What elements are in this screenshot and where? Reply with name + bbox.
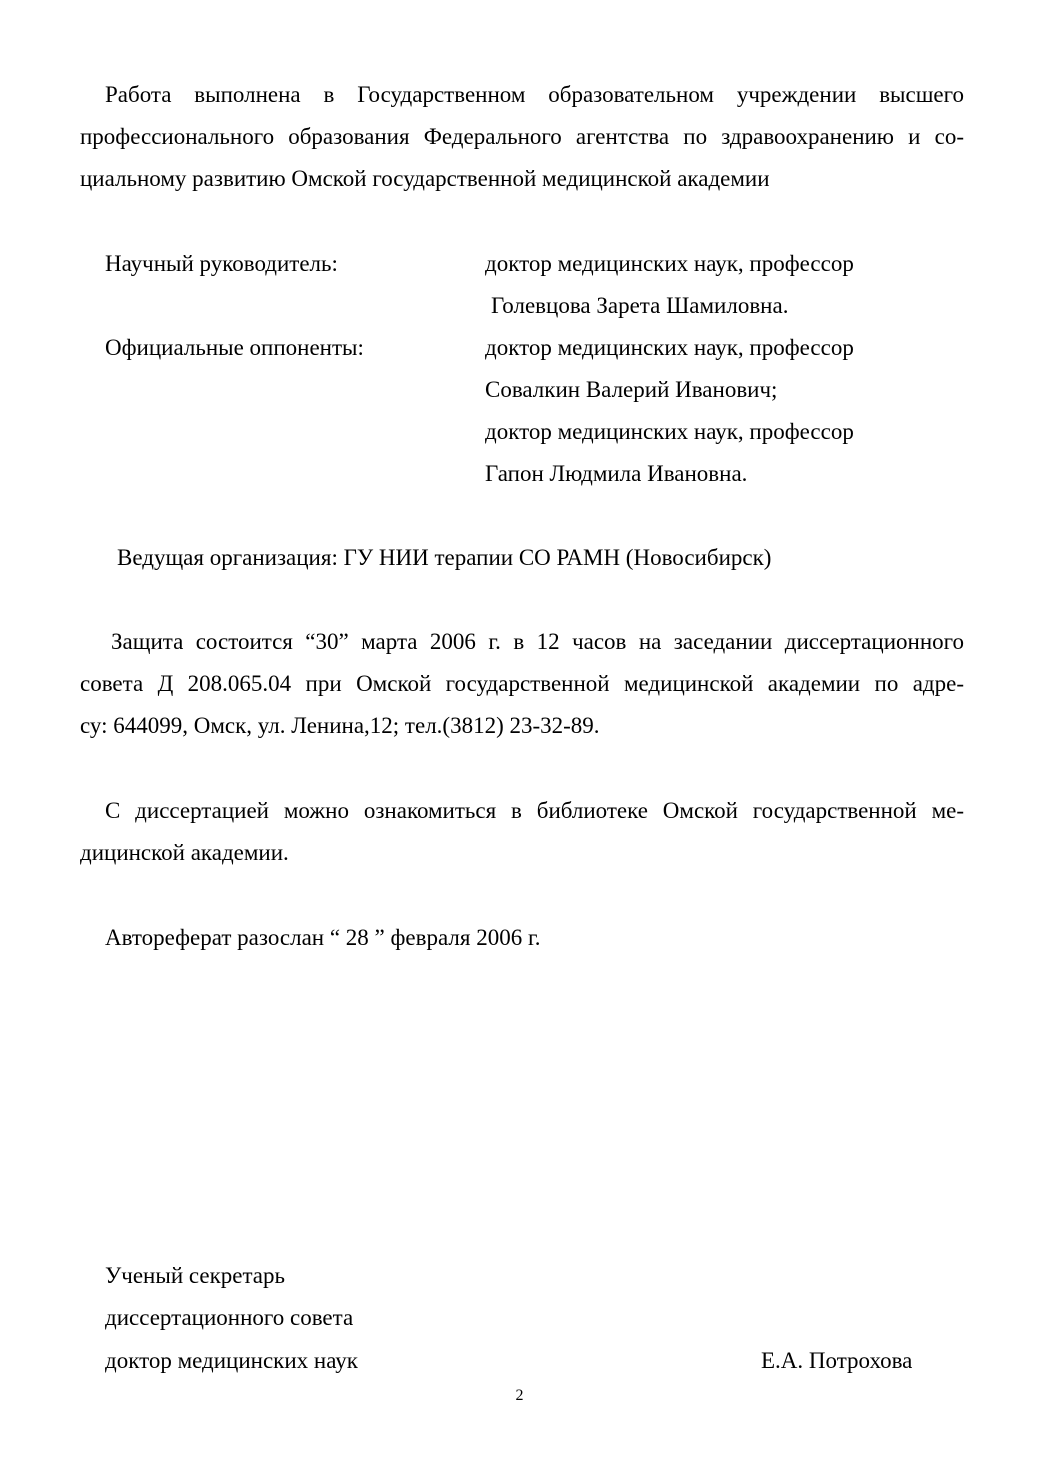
secretary-name: Е.А. Потрохова [761, 1348, 913, 1373]
leading-organization: Ведущая организация: ГУ НИИ терапии СО РАМН (Новосибирск) [117, 545, 772, 570]
supervisor-name: Голевцова Зарета Шамиловна. [491, 293, 789, 318]
opponent-1-degree: доктор медицинских наук, профессор [485, 335, 854, 360]
opponent-2-name: Гапон Людмила Ивановна. [485, 461, 748, 486]
library-line-2: дицинской академии. [80, 840, 289, 865]
intro-line-1: Работа выполнена в Государственном образовательном учреждении высшего [105, 82, 964, 107]
defense-line-1: Защита состоится “30” марта 2006 г. в 12 часов на заседании диссертационного [111, 629, 964, 654]
opponents-label: Официальные оппоненты: [105, 335, 364, 360]
abstract-sent-date: Автореферат разослан “ 28 ” февраля 2006 г. [105, 925, 541, 950]
opponent-1-name: Совалкин Валерий Иванович; [485, 377, 778, 402]
opponent-2-degree: доктор медицинских наук, профессор [485, 419, 854, 444]
supervisor-degree: доктор медицинских наук, профессор [485, 251, 854, 276]
page-number: 2 [515, 1387, 524, 1404]
supervisor-label: Научный руководитель: [105, 251, 338, 276]
secretary-title-line-3: доктор медицинских наук [105, 1348, 358, 1373]
defense-line-3: су: 644099, Омск, ул. Ленина,12; тел.(3812) 23-32-89. [80, 713, 600, 738]
library-line-1: С диссертацией можно ознакомиться в библиотеке Омской государственной ме- [105, 798, 964, 823]
defense-line-2: совета Д 208.065.04 при Омской государственной медицинской академии по адре- [80, 671, 964, 696]
intro-line-2: профессионального образования Федерального агентства по здравоохранению и со- [80, 124, 964, 149]
secretary-title-line-2: диссертационного совета [105, 1305, 354, 1330]
secretary-title-line-1: Ученый секретарь [105, 1263, 285, 1288]
intro-line-3: циальному развитию Омской государственной медицинской академии [80, 166, 770, 191]
